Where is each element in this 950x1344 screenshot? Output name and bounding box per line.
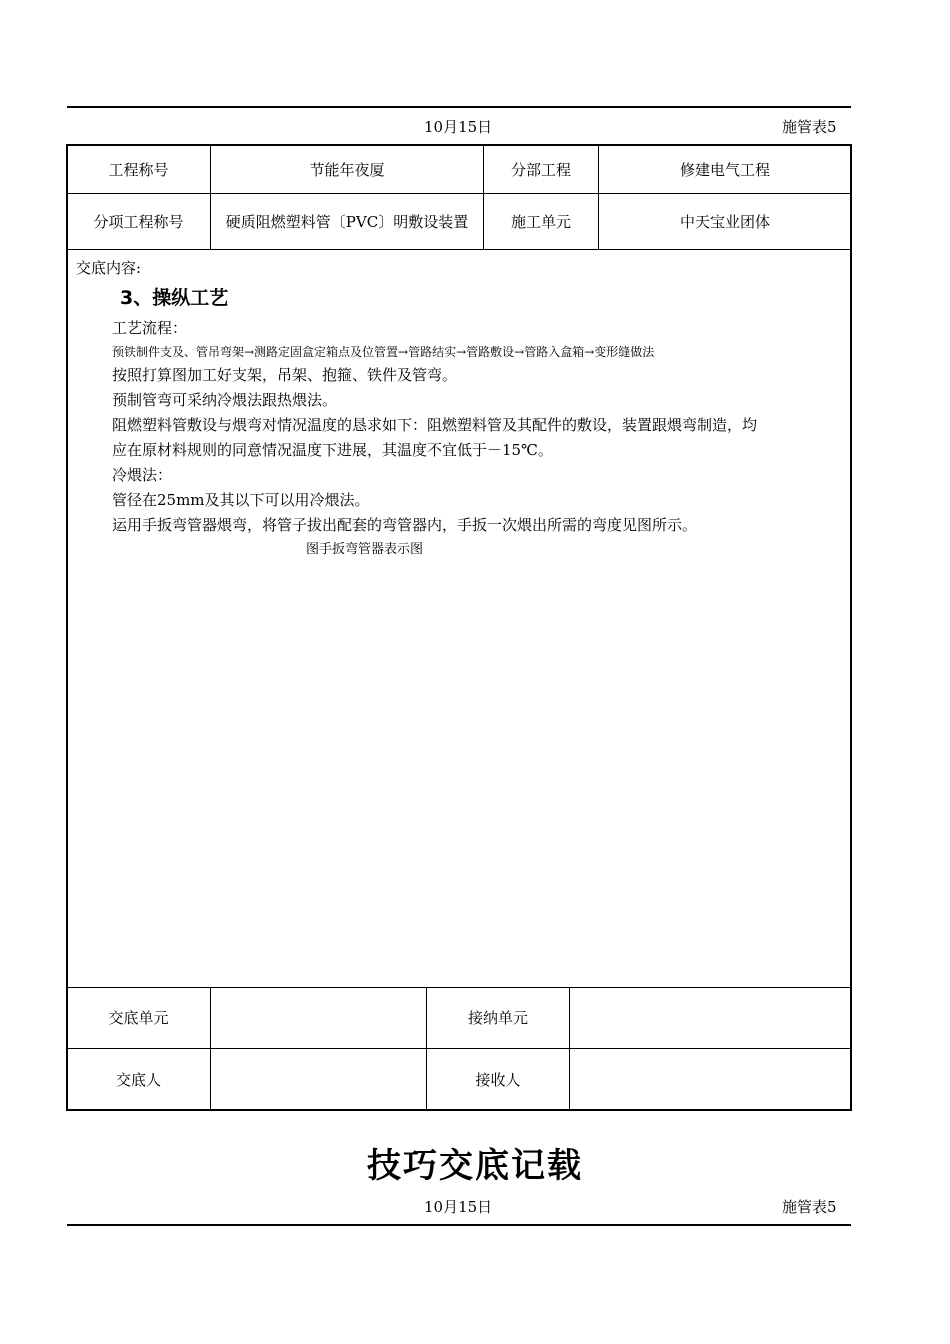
content-paragraph: 按照打算图加工好支架，吊架、抱箍、铁件及管弯。: [112, 366, 458, 384]
handover-person-field[interactable]: [211, 1049, 426, 1110]
receiver-field[interactable]: [570, 1049, 851, 1110]
receiver-label: 接收人: [475, 1070, 521, 1089]
division-value: 修建电气工程: [679, 160, 770, 179]
subitem-label: 分项工程称号: [93, 212, 184, 231]
content-paragraph: 管径在25mm及其以下可以用冷煨法。: [112, 491, 370, 509]
process-flow: 预铁制件支及、管吊弯架→测路定固盒定箱点及位管置→管路结实→管路敷设→管路入盒箱→变形缝做法: [112, 345, 655, 359]
top-rule: [67, 106, 851, 108]
project-name-value: 节能年夜厦: [309, 160, 385, 179]
header-date: 10月15日: [424, 118, 493, 136]
header-form-number: 施管表5: [782, 118, 837, 136]
content-paragraph: 运用手扳弯管器煨弯，将管子拔出配套的弯管器内，手扳一次煨出所需的弯度见图所示。: [112, 516, 698, 534]
subitem-value: 硬质阻燃塑料管〔PVC〕明敷设装置: [225, 212, 469, 231]
content-label: 交底内容:: [76, 259, 142, 277]
footer-form-number: 施管表5: [782, 1198, 837, 1216]
division-label: 分部工程: [510, 160, 571, 179]
project-name-label: 工程称号: [108, 160, 169, 179]
construction-unit-label: 施工单元: [510, 212, 571, 231]
content-paragraph: 阻燃塑料管敷设与煨弯对情况温度的恳求如下：阻燃塑料管及其配件的敷设，装置跟煨弯制造，均: [112, 416, 758, 434]
figure-caption: 图手扳弯管器表示图: [306, 542, 424, 557]
document-title: 技巧交底记载: [367, 1146, 583, 1186]
row-divider: [67, 249, 851, 250]
content-paragraph: 应在原材料规则的同意情况温度下进展，其温度不宜低于－15℃。: [112, 441, 553, 459]
section-title: 3、操纵工艺: [120, 287, 229, 309]
receiving-unit-label: 接纳单元: [467, 1009, 528, 1027]
content-paragraph: 冷煨法：: [112, 466, 173, 484]
flow-label: 工艺流程：: [112, 319, 188, 337]
handover-person-label: 交底人: [115, 1070, 161, 1089]
handover-unit-field[interactable]: [211, 988, 426, 1048]
handover-unit-label: 交底单元: [108, 1009, 169, 1027]
construction-unit-value: 中天宝业团体: [679, 212, 770, 231]
receiving-unit-field[interactable]: [570, 988, 851, 1048]
content-paragraph: 预制管弯可采纳冷煨法跟热煨法。: [112, 391, 338, 409]
footer-date: 10月15日: [424, 1198, 493, 1216]
bottom-rule: [67, 1224, 851, 1226]
